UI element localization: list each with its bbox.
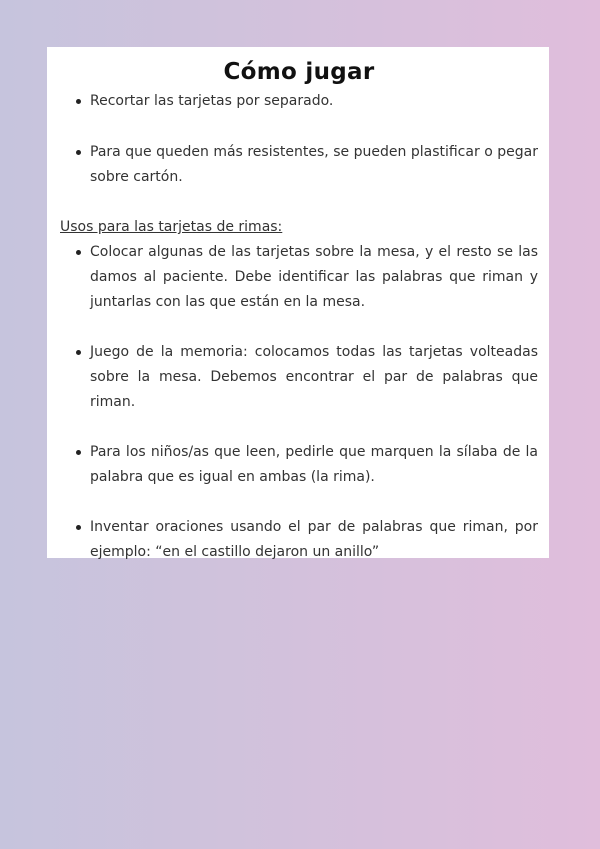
list-item: Para los niños/as que leen, pedirle que marquen la sílaba de la palabra que es igual en ambas (la rima). bbox=[60, 440, 538, 490]
instructions-card bbox=[47, 47, 549, 558]
section-heading: Usos para las tarjetas de rimas: bbox=[60, 219, 283, 235]
list-item: Colocar algunas de las tarjetas sobre la mesa, y el resto se las damos al paciente. Debe identificar las palabras que riman y juntarlas con las que están en la mesa. bbox=[60, 240, 538, 315]
list-item: Inventar oraciones usando el par de palabras que riman, por ejemplo: “en el castillo dejaron un anillo” bbox=[60, 515, 538, 565]
uses-list bbox=[60, 240, 538, 565]
intro-list bbox=[60, 89, 538, 190]
list-item: Para que queden más resistentes, se pueden plastificar o pegar sobre cartón. bbox=[60, 140, 538, 190]
page-title: Cómo jugar bbox=[223, 59, 375, 85]
list-item: Recortar las tarjetas por separado. bbox=[60, 89, 538, 114]
list-item: Juego de la memoria: colocamos todas las tarjetas volteadas sobre la mesa. Debemos encontrar el par de palabras que riman. bbox=[60, 340, 538, 415]
